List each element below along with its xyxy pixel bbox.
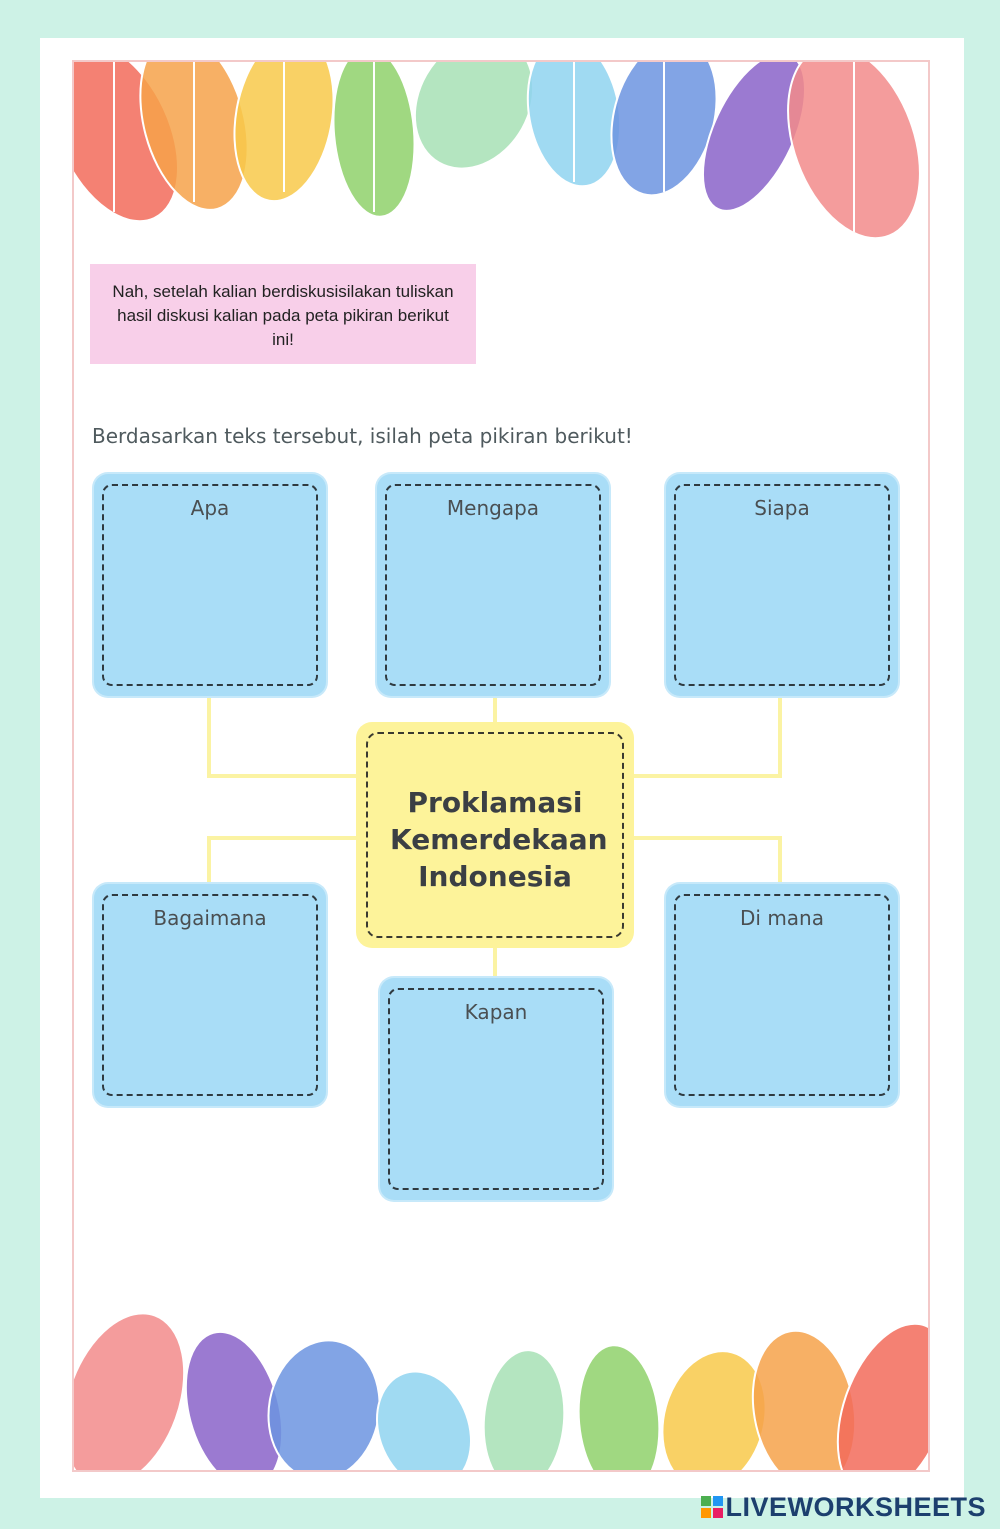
answer-field-siapa[interactable] [686, 534, 878, 676]
card-bagaimana [94, 884, 326, 1106]
answer-field-mengapa[interactable] [397, 534, 589, 676]
answer-field-kapan[interactable] [400, 1038, 592, 1180]
liveworksheets-brand[interactable] [701, 1492, 986, 1523]
card-label-apa: Apa [190, 496, 230, 520]
leaves-top-decoration [74, 62, 930, 292]
card-di-mana [666, 884, 898, 1106]
center-topic-title [356, 784, 634, 895]
answer-field-di-mana[interactable] [686, 944, 878, 1086]
connector [778, 836, 782, 886]
card-label-siapa: Siapa [754, 496, 810, 520]
connector [493, 948, 497, 978]
card-label-kapan: Kapan [464, 1000, 528, 1024]
card-label-di-mana: Di mana [740, 906, 824, 930]
center-topic-box [356, 722, 634, 948]
card-label-bagaimana: Bagaimana [153, 906, 267, 930]
answer-field-bagaimana[interactable] [114, 944, 306, 1086]
card-apa [94, 474, 326, 696]
connector [207, 774, 357, 778]
answer-field-apa[interactable] [114, 534, 306, 676]
connector [207, 836, 211, 886]
center-topic-text: Proklamasi Kemerdekaan Indonesia [390, 786, 608, 893]
instruction-box [90, 264, 476, 364]
card-mengapa [377, 474, 609, 696]
connector [207, 836, 357, 840]
liveworksheets-logo-icon [701, 1496, 723, 1518]
brand-name: LIVEWORKSHEETS [725, 1492, 986, 1522]
card-siapa [666, 474, 898, 696]
leaves-bottom-decoration [74, 1270, 930, 1470]
connector [778, 696, 782, 778]
connector [634, 774, 782, 778]
connector [207, 696, 211, 778]
card-kapan [380, 978, 612, 1200]
worksheet-prompt: Berdasarkan teks tersebut, isilah peta pikiran berikut! [92, 424, 633, 448]
instruction-text: Nah, setelah kalian berdiskusisilakan tuliskan hasil diskusi kalian pada peta pikiran berikut ini! [112, 282, 454, 349]
connector [493, 696, 497, 722]
connector [634, 836, 782, 840]
card-label-mengapa: Mengapa [446, 496, 540, 520]
